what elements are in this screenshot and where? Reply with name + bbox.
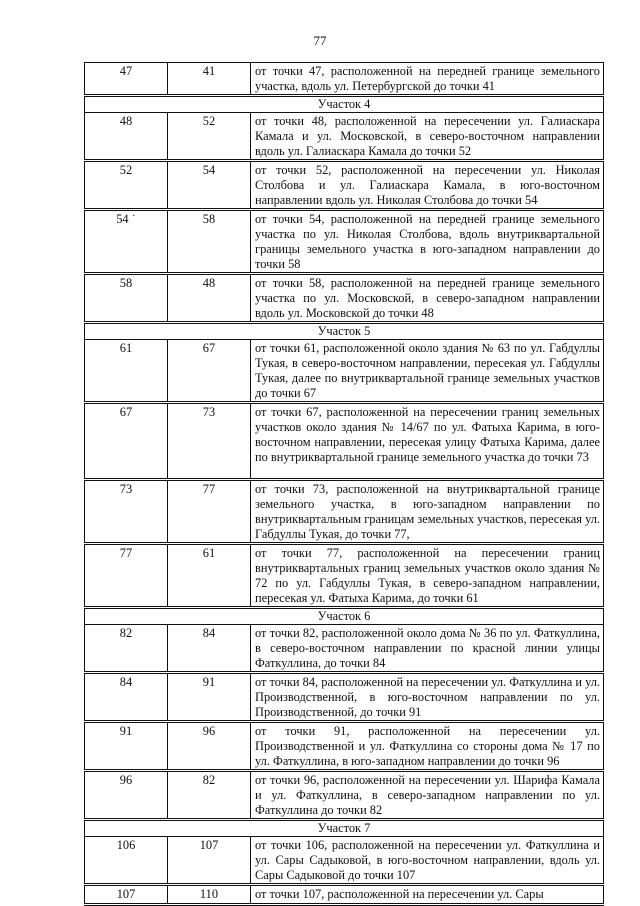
from-point-cell: 77 — [85, 544, 168, 608]
table-row — [85, 274, 604, 323]
to-point-cell: 58 — [168, 210, 251, 274]
boundary-description-cell: от точки 96, расположенной на пересечении ул. Шарифа Камала и ул. Фаткуллина, в северо-западном направлении по ул. Фаткуллина до точки 82 — [251, 771, 604, 820]
boundary-description-cell: от точки 47, расположенной на передней границе земельного участка, вдоль ул. Петербургской до точки 41 — [251, 63, 604, 96]
section-header-row — [85, 608, 604, 625]
from-point-cell: 96 — [85, 771, 168, 820]
to-point-cell: 107 — [168, 837, 251, 885]
table-row — [85, 403, 604, 480]
to-point-cell: 82 — [168, 771, 251, 820]
from-point-cell: 52 — [85, 161, 168, 210]
section-header-row — [85, 323, 604, 340]
to-point-cell: 41 — [168, 63, 251, 96]
table-row — [85, 210, 604, 274]
to-point-cell: 61 — [168, 544, 251, 608]
table-row — [85, 625, 604, 673]
boundary-description-cell: от точки 58, расположенной на передней границе земельного участка по ул. Московской, в северо-западном направлении вдоль ул. Московской до точки 48 — [251, 274, 604, 323]
to-point-cell: 84 — [168, 625, 251, 673]
to-point-cell: 48 — [168, 274, 251, 323]
from-point-cell: 107 — [85, 885, 168, 905]
table-row — [85, 63, 604, 96]
table-row — [85, 837, 604, 885]
to-point-cell: 96 — [168, 722, 251, 771]
table-row — [85, 771, 604, 820]
section-header-row — [85, 96, 604, 113]
from-point-cell: 54 ˙ — [85, 210, 168, 274]
to-point-cell: 77 — [168, 480, 251, 544]
boundary-table — [84, 62, 604, 906]
from-point-cell: 61 — [85, 340, 168, 403]
from-point-cell: 73 — [85, 480, 168, 544]
table-row — [85, 673, 604, 722]
to-point-cell: 73 — [168, 403, 251, 480]
table-row — [85, 161, 604, 210]
table-row — [85, 480, 604, 544]
section-title: Участок 6 — [85, 608, 604, 625]
to-point-cell: 110 — [168, 885, 251, 905]
boundary-description-cell: от точки 54, расположенной на передней границе земельного участка по ул. Николая Столбова, вдоль внутриквартальной границы земельного участка в юго-западном направлении до точки 58 — [251, 210, 604, 274]
section-title: Участок 4 — [85, 96, 604, 113]
boundary-description-cell: от точки 91, расположенной на пересечении ул. Производственной и ул. Фаткуллина со стороны дома № 17 по ул. Фаткуллина, в юго-западном направлении до точки 96 — [251, 722, 604, 771]
from-point-cell: 47 — [85, 63, 168, 96]
section-title: Участок 5 — [85, 323, 604, 340]
boundary-description-cell: от точки 77, расположенной на пересечении границ внутриквартальных границ земельных участков около здания № 72 по ул. Габдуллы Тукая, в северо-западном направлении, пересекая ул. Фатыха Карима, до точки 61 — [251, 544, 604, 608]
to-point-cell: 52 — [168, 113, 251, 161]
boundary-description-cell: от точки 107, расположенной на пересечении ул. Сары — [251, 885, 604, 905]
from-point-cell: 91 — [85, 722, 168, 771]
from-point-cell: 58 — [85, 274, 168, 323]
from-point-cell: 48 — [85, 113, 168, 161]
to-point-cell: 91 — [168, 673, 251, 722]
boundary-description-cell: от точки 82, расположенной около дома № 36 по ул. Фаткуллина, в северо-восточном направлении по красной линии улицы Фаткуллина, до точки 84 — [251, 625, 604, 673]
table-row — [85, 544, 604, 608]
from-point-cell: 67 — [85, 403, 168, 480]
section-header-row — [85, 820, 604, 837]
table-row — [85, 340, 604, 403]
boundary-description-cell: от точки 106, расположенной на пересечении ул. Фаткуллина и ул. Сары Садыковой, в юго-восточном направлении, вдоль ул. Сары Садыковой до точки 107 — [251, 837, 604, 885]
boundary-description-cell: от точки 48, расположенной на пересечении ул. Галиаскара Камала и ул. Московской, в северо-восточном направлении вдоль ул. Галиаскара Камала до точки 52 — [251, 113, 604, 161]
boundary-description-cell: от точки 73, расположенной на внутриквартальной границе земельного участка, в юго-западном направлении по внутриквартальным границам земельных участков, пересекая ул. Габдуллы Тукая, до точки 77, — [251, 480, 604, 544]
table-row — [85, 885, 604, 905]
page-number: 77 — [313, 33, 327, 48]
boundary-description-cell: от точки 84, расположенной на пересечении ул. Фаткуллина и ул. Производственной, в юго-восточном направлении по ул. Производственной, до точки 91 — [251, 673, 604, 722]
boundary-description-cell: от точки 52, расположенной на пересечении ул. Николая Столбова и ул. Галиаскара Камала, в юго-восточном направлении вдоль ул. Николая Столбова до точки 54 — [251, 161, 604, 210]
table-row — [85, 113, 604, 161]
section-title: Участок 7 — [85, 820, 604, 837]
boundary-description-cell: от точки 67, расположенной на пересечении границ земельных участков около здания № 14/67 по ул. Фатыха Карима, в юго-восточном направлении, пересекая улицу Фатыха Карима, далее по внутриквартальной границе земельного участка до точки 73 — [251, 403, 604, 480]
to-point-cell: 54 — [168, 161, 251, 210]
from-point-cell: 106 — [85, 837, 168, 885]
boundary-table-body — [85, 63, 604, 905]
from-point-cell: 82 — [85, 625, 168, 673]
table-row — [85, 722, 604, 771]
from-point-cell: 84 — [85, 673, 168, 722]
to-point-cell: 67 — [168, 340, 251, 403]
boundary-description-cell: от точки 61, расположенной около здания № 63 по ул. Габдуллы Тукая, в северо-восточном направлении, пересекая ул. Габдуллы Тукая, далее по внутриквартальной границе земельных участков до точки 67 — [251, 340, 604, 403]
